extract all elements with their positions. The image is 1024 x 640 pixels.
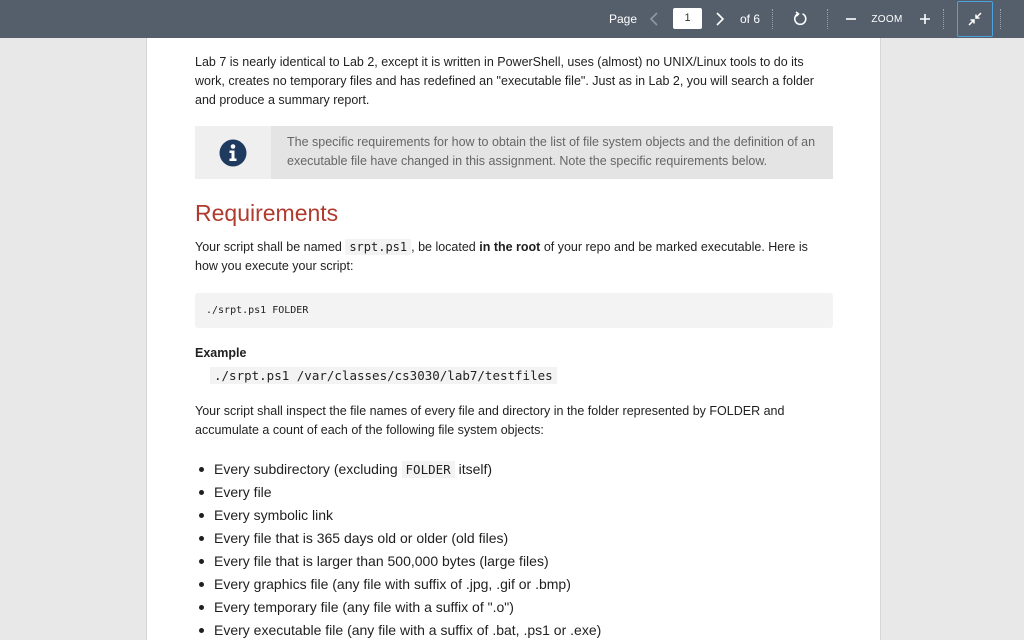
collapse-icon xyxy=(968,12,982,26)
rotate-icon[interactable] xyxy=(789,0,811,38)
pdf-toolbar xyxy=(0,0,1024,38)
toolbar-divider xyxy=(827,9,828,29)
script-name-code: srpt.ps1 xyxy=(345,239,411,255)
page-count-text: of 6 xyxy=(739,12,760,26)
list-item: Every symbolic link xyxy=(199,504,829,527)
list-item: Every file that is 365 days old or older (old files) xyxy=(199,527,829,550)
list-item xyxy=(199,458,829,481)
inspect-paragraph: Your script shall inspect the file names of every file and directory in the folder represented by FOLDER and accumulate a count of each of the following file system objects: xyxy=(195,404,785,437)
list-item: Every temporary file (any file with a suffix of ".o") xyxy=(199,596,829,619)
list-item-text: Every subdirectory (excluding xyxy=(214,461,402,477)
document-page xyxy=(146,38,881,640)
list-item: Every file xyxy=(199,481,829,504)
chevron-right-icon[interactable] xyxy=(710,0,730,38)
requirements-list xyxy=(199,458,829,640)
zoom-label-text: ZOOM xyxy=(871,13,903,25)
exit-fullscreen-button[interactable] xyxy=(957,1,993,37)
list-item: Every graphics file (any file with suffix of .jpg, .gif or .bmp) xyxy=(199,573,829,596)
requirements-text: of your repo and be marked executable. Here is how you execute your script: xyxy=(195,240,808,273)
page-label xyxy=(604,0,642,38)
minus-icon[interactable] xyxy=(842,0,860,38)
list-item: Every executable file (any file with a suffix of .bat, .ps1 or .exe) xyxy=(199,619,829,640)
example-code: ./srpt.ps1 /var/classes/cs3030/lab7/testfiles xyxy=(210,367,557,384)
requirements-bold-text: in the root xyxy=(479,240,541,254)
page-number-input[interactable]: 1 xyxy=(673,8,702,29)
toolbar-divider xyxy=(772,9,773,29)
folder-code: FOLDER xyxy=(402,461,455,478)
usage-code-block: ./srpt.ps1 FOLDER xyxy=(195,293,833,328)
page-label-text: Page xyxy=(608,12,638,26)
requirements-text: , be located xyxy=(411,240,480,254)
zoom-label xyxy=(868,0,906,38)
chevron-left-icon[interactable] xyxy=(644,0,664,38)
info-callout-text: The specific requirements for how to obtain the list of file system objects and the definition of an executable file have changed in this assignment. Note the specific requirements below. xyxy=(271,126,833,179)
toolbar-divider xyxy=(943,9,944,29)
info-icon-box xyxy=(195,126,271,179)
requirements-heading: Requirements xyxy=(195,200,339,226)
page-count xyxy=(735,0,765,38)
toolbar-divider xyxy=(1000,9,1001,29)
list-item: Every file that is larger than 500,000 bytes (large files) xyxy=(199,550,829,573)
plus-icon[interactable] xyxy=(916,0,934,38)
info-icon xyxy=(219,139,247,167)
requirements-paragraph xyxy=(195,238,833,276)
requirements-text: Your script shall be named xyxy=(195,240,346,254)
info-callout xyxy=(195,126,833,179)
list-item-text: itself) xyxy=(454,461,493,477)
intro-paragraph: Lab 7 is nearly identical to Lab 2, except it is written in PowerShell, uses (almost) no UNIX/Linux tools to do its work, creates no temporary files and has redefined an "executable file". Just as in Lab 2, you will search a folder and produce a summary report. xyxy=(195,55,814,107)
example-label: Example xyxy=(195,346,247,360)
